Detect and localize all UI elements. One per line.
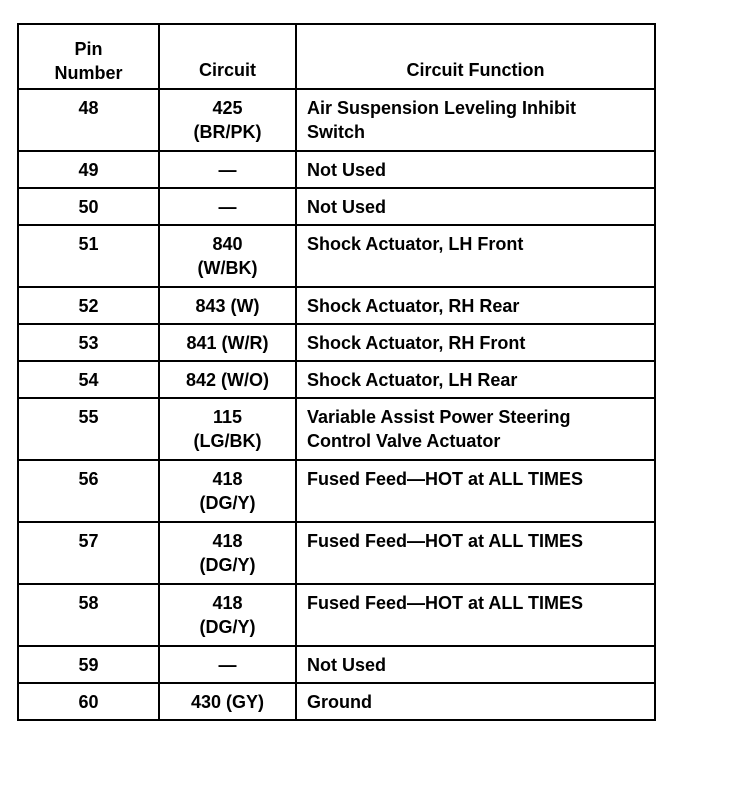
pin-number-cell: 55	[18, 398, 159, 460]
pin-number-cell: 54	[18, 361, 159, 398]
circuit-function-cell	[296, 683, 655, 720]
table-row	[18, 683, 655, 720]
circuit-number: 418	[212, 593, 243, 613]
circuit-function-text: Fused Feed—HOT at ALL TIMES	[307, 593, 584, 613]
header-pin-number	[18, 24, 159, 89]
circuit-function-cell	[296, 361, 655, 398]
pin-number-cell: 58	[18, 584, 159, 646]
circuit-function-text: Ground	[307, 692, 372, 712]
circuit-cell	[159, 398, 296, 460]
circuit-cell	[159, 584, 296, 646]
circuit-cell	[159, 361, 296, 398]
circuit-function-text-continued: Switch	[307, 122, 366, 142]
circuit-function-text: Air Suspension Leveling Inhibit	[307, 98, 577, 118]
table-row	[18, 460, 655, 522]
table-row	[18, 225, 655, 287]
circuit-color-code: (DG/Y)	[199, 493, 256, 513]
circuit-cell	[159, 151, 296, 188]
circuit-number: 841 (W/R)	[186, 333, 269, 353]
circuit-color-code: (DG/Y)	[199, 555, 256, 575]
circuit-cell	[159, 225, 296, 287]
table-body	[18, 89, 655, 720]
table-row	[18, 522, 655, 584]
pin-number-cell: 60	[18, 683, 159, 720]
pin-number-cell: 49	[18, 151, 159, 188]
circuit-function-cell	[296, 188, 655, 225]
header-circuit: Circuit	[159, 24, 296, 89]
circuit-cell	[159, 324, 296, 361]
pin-number-cell: 51	[18, 225, 159, 287]
pin-number-cell: 59	[18, 646, 159, 683]
circuit-function-cell	[296, 287, 655, 324]
circuit-cell	[159, 646, 296, 683]
circuit-function-text: Shock Actuator, RH Rear	[307, 296, 520, 316]
circuit-number: —	[218, 160, 237, 180]
circuit-number: 425	[212, 98, 243, 118]
circuit-cell	[159, 522, 296, 584]
circuit-function-cell	[296, 460, 655, 522]
pin-number-cell: 57	[18, 522, 159, 584]
circuit-function-cell	[296, 584, 655, 646]
table-header-row	[18, 24, 655, 89]
pin-circuit-table	[17, 23, 656, 721]
circuit-color-code: (DG/Y)	[199, 617, 256, 637]
circuit-number: 115	[212, 407, 243, 427]
circuit-cell	[159, 89, 296, 151]
circuit-number: 418	[212, 531, 243, 551]
circuit-number: —	[218, 655, 237, 675]
pin-number-cell: 50	[18, 188, 159, 225]
circuit-cell	[159, 188, 296, 225]
table-row	[18, 151, 655, 188]
header-pin-line1: Pin	[74, 39, 103, 59]
circuit-number: —	[218, 197, 237, 217]
pin-number-cell: 56	[18, 460, 159, 522]
circuit-cell	[159, 287, 296, 324]
circuit-function-text: Variable Assist Power Steering	[307, 407, 571, 427]
table-row	[18, 361, 655, 398]
circuit-function-text: Fused Feed—HOT at ALL TIMES	[307, 469, 584, 489]
table-row	[18, 646, 655, 683]
circuit-function-cell	[296, 324, 655, 361]
header-pin-line2: Number	[54, 63, 123, 83]
circuit-function-text: Not Used	[307, 197, 387, 217]
circuit-function-text-continued: Control Valve Actuator	[307, 431, 501, 451]
pin-number-cell: 48	[18, 89, 159, 151]
circuit-function-text: Not Used	[307, 160, 387, 180]
table-row	[18, 584, 655, 646]
table-row	[18, 287, 655, 324]
circuit-number: 840	[212, 234, 243, 254]
table-row	[18, 398, 655, 460]
table-row	[18, 324, 655, 361]
circuit-number: 430 (GY)	[190, 692, 265, 712]
circuit-number: 842 (W/O)	[185, 370, 269, 390]
circuit-cell	[159, 683, 296, 720]
table-row	[18, 188, 655, 225]
pin-number-cell: 53	[18, 324, 159, 361]
circuit-function-cell	[296, 151, 655, 188]
pin-number-cell: 52	[18, 287, 159, 324]
circuit-cell	[159, 460, 296, 522]
circuit-color-code: (LG/BK)	[193, 431, 262, 451]
header-circuit-function: Circuit Function	[296, 24, 655, 89]
circuit-color-code: (W/BK)	[197, 258, 258, 278]
circuit-function-cell	[296, 89, 655, 151]
circuit-function-cell	[296, 646, 655, 683]
table-row	[18, 89, 655, 151]
circuit-function-text: Shock Actuator, LH Rear	[307, 370, 518, 390]
circuit-number: 418	[212, 469, 243, 489]
circuit-function-text: Not Used	[307, 655, 387, 675]
circuit-function-text: Shock Actuator, LH Front	[307, 234, 524, 254]
circuit-function-cell	[296, 522, 655, 584]
circuit-function-cell	[296, 225, 655, 287]
circuit-function-cell	[296, 398, 655, 460]
circuit-color-code: (BR/PK)	[193, 122, 262, 142]
circuit-number: 843 (W)	[195, 296, 260, 316]
circuit-function-text: Shock Actuator, RH Front	[307, 333, 526, 353]
circuit-function-text: Fused Feed—HOT at ALL TIMES	[307, 531, 584, 551]
